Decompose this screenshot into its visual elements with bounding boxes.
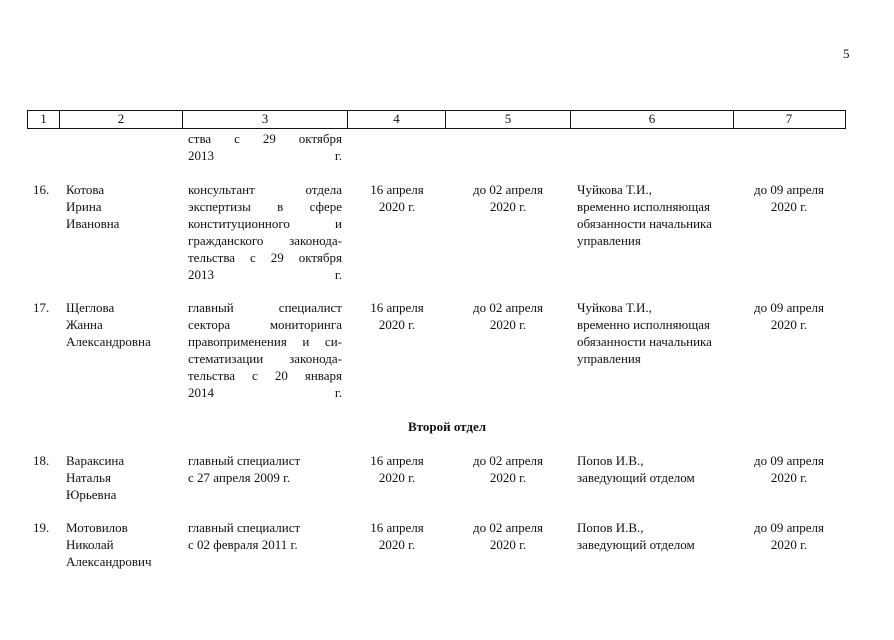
replacement-line: временно исполняющая [577,199,710,214]
replacement-line: управления [577,351,641,366]
date-from [355,519,439,553]
replacement-line: Попов И.В., [577,520,644,535]
date-line: 2020 г. [489,199,527,214]
name-line: Ирина [66,199,102,214]
replacement-line: Попов И.В., [577,453,644,468]
replacement-line: управления [577,233,641,248]
position-line: ства с 29 октября [188,131,342,146]
replacement-person [577,299,712,367]
date-line: 2020 г. [378,317,416,332]
position-line: 2014 г. [188,385,342,400]
employee-name [66,181,119,232]
replacement-person [577,452,695,486]
replacement-line: заведующий отделом [577,470,695,485]
date-line: до 02 апреля [473,453,543,468]
date-line: 2020 г. [770,470,808,485]
date-to [460,299,556,333]
position-line: 2013 г. [188,267,342,282]
date-line: до 02 апреля [473,300,543,315]
name-line: Юрьевна [66,487,117,502]
position-line: правоприменения и си- [188,334,342,349]
row-number: 19. [33,520,50,535]
name-line: Вараксина [66,453,125,468]
position-line: 2013 г. [188,148,342,163]
name-line: Жанна [66,317,103,332]
date-line: 16 апреля [370,453,424,468]
employee-name [66,299,151,350]
column-number: 7 [785,111,793,126]
column-number: 1 [28,111,60,128]
column-number: 5 [446,111,571,128]
date-line: 2020 г. [770,537,808,552]
replacement-line: Чуйкова Т.И., [577,300,652,315]
replacement-line: заведующий отделом [577,537,695,552]
name-line: Александровна [66,334,151,349]
date-line: до 09 апреля [754,182,824,197]
name-line: Николай [66,537,114,552]
date-line: до 09 апреля [754,453,824,468]
date-line: 2020 г. [378,199,416,214]
date-line: до 09 апреля [754,520,824,535]
employee-position [188,299,342,401]
employee-position [188,452,300,486]
position-line: конституционного и [188,216,342,231]
date-line: до 09 апреля [754,300,824,315]
date-line: 2020 г. [489,317,527,332]
date-line: до 02 апреля [473,520,543,535]
deadline [742,181,836,215]
position-line: гражданского законода- [188,233,342,248]
name-line: Котова [66,182,105,197]
date-line: 2020 г. [378,470,416,485]
name-line: Щеглова [66,300,115,315]
name-line: Наталья [66,470,111,485]
position-line: с 27 апреля 2009 г. [188,470,291,485]
employee-position [188,519,300,553]
page-number: 5 [843,46,850,61]
deadline [742,299,836,333]
column-numbers-header [27,110,846,129]
position-line: тельства с 29 октября [188,250,342,265]
row-number: 16. [33,182,50,197]
row-number: 18. [33,453,50,468]
replacement-line: обязанности начальника [577,216,712,231]
replacement-line: временно исполняющая [577,317,710,332]
employee-name [66,519,152,570]
position-line: с 02 февраля 2011 г. [188,537,298,552]
date-line: 2020 г. [378,537,416,552]
date-to [460,519,556,553]
position-line: консультант отдела [188,182,342,197]
date-to [460,452,556,486]
column-number: 6 [571,111,734,128]
position-line: главный специалист [188,300,342,315]
date-line: 2020 г. [770,317,808,332]
date-line: 2020 г. [489,537,527,552]
position-line: главный специалист [188,520,301,535]
date-to [460,181,556,215]
name-line: Мотовилов [66,520,128,535]
date-line: 16 апреля [370,300,424,315]
position-line: тельства с 20 января [188,368,342,383]
row-number: 17. [33,300,50,315]
column-number: 3 [183,111,348,128]
employee-position [188,181,342,283]
position-line: сектора мониторинга [188,317,342,332]
date-from [355,299,439,333]
date-line: до 02 апреля [473,182,543,197]
employee-name [66,452,124,503]
deadline [742,519,836,553]
replacement-person [577,181,712,249]
replacement-person [577,519,695,553]
date-line: 2020 г. [489,470,527,485]
deadline [742,452,836,486]
replacement-line: Чуйкова Т.И., [577,182,652,197]
date-line: 16 апреля [370,520,424,535]
date-from [355,181,439,215]
column-number: 4 [348,111,446,128]
section-title: Второй отдел [407,419,487,434]
date-line: 16 апреля [370,182,424,197]
column-number: 2 [60,111,183,128]
position-continuation [188,130,342,164]
date-line: 2020 г. [770,199,808,214]
position-line: стематизации законода- [188,351,342,366]
position-line: экспертизы в сфере [188,199,342,214]
name-line: Ивановна [66,216,120,231]
date-from [355,452,439,486]
name-line: Александрович [66,554,152,569]
replacement-line: обязанности начальника [577,334,712,349]
position-line: главный специалист [188,453,301,468]
